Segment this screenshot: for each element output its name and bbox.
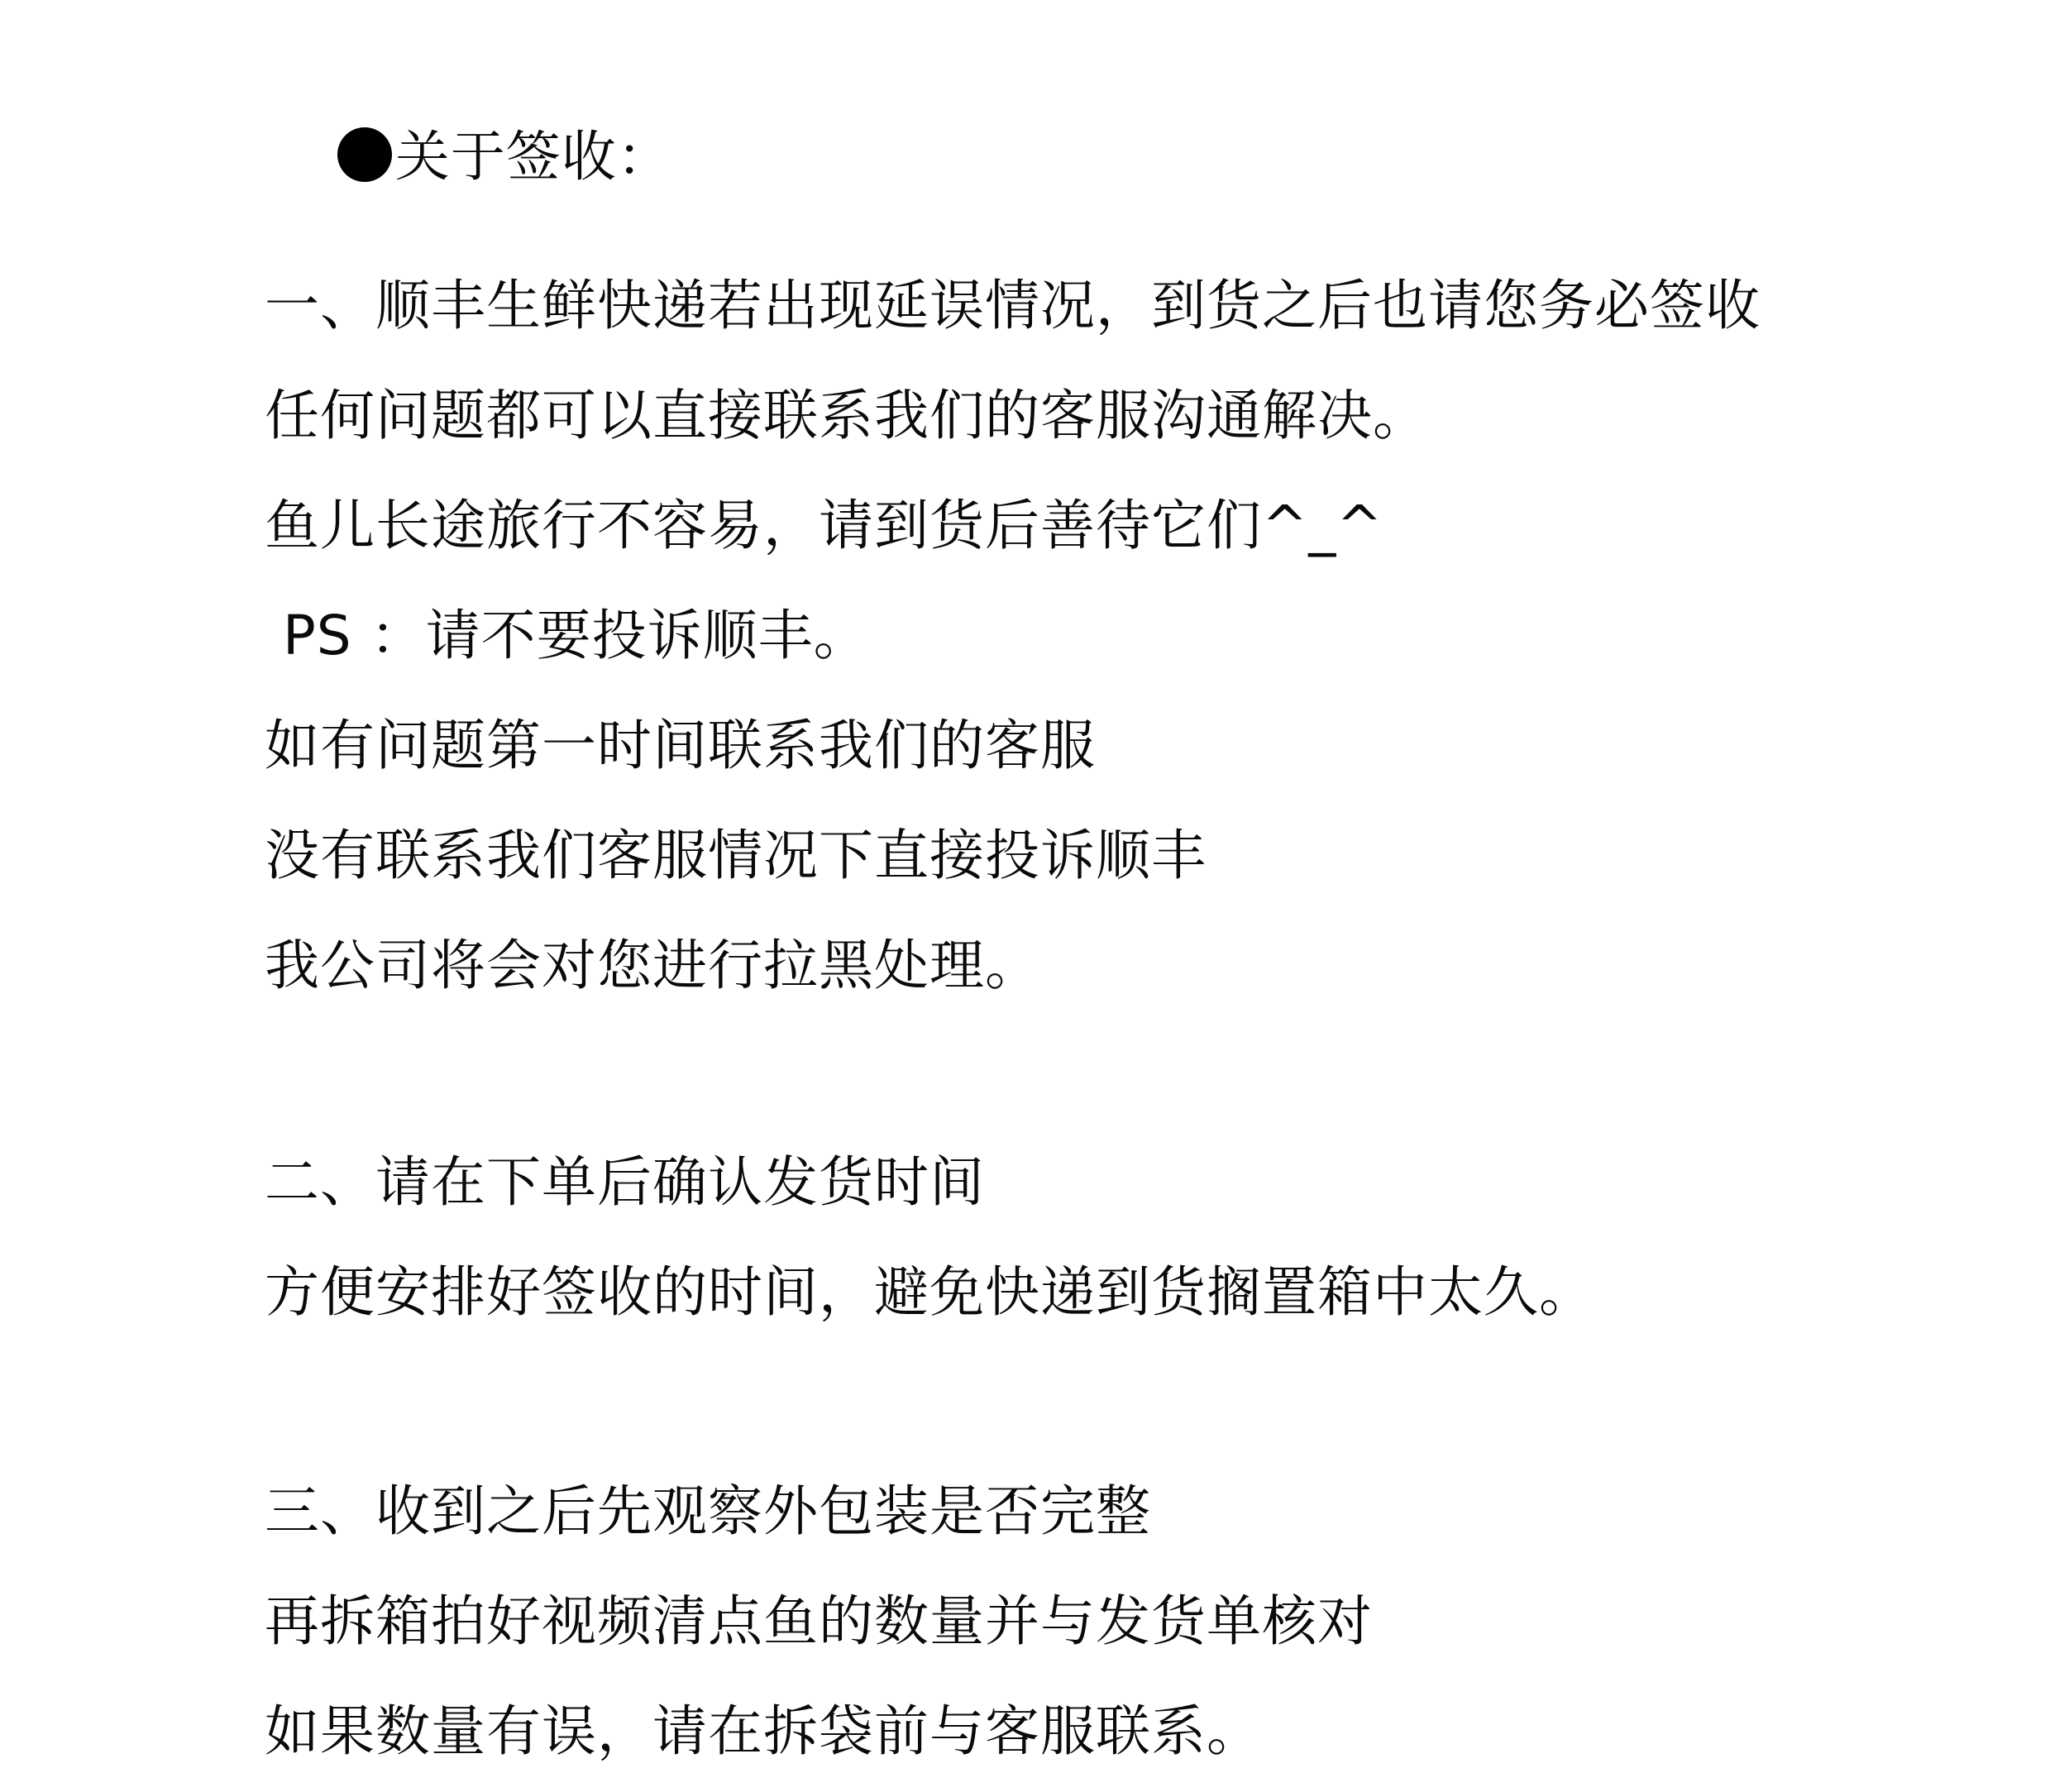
section-3-line-3: 如果数量有误，请在拆袋前与客服联系。 bbox=[265, 1699, 1262, 1763]
section-1-line-7: 我公司将会对您进行拉黑处理。 bbox=[265, 934, 1040, 997]
section-2-line-2: 方便安排好签收的时间，避免快递到货搁置箱中太久。 bbox=[265, 1260, 1594, 1324]
section-1-line-1: 一、顺丰生鲜快递若出现延误情况，到货之后也请您务必签收 bbox=[265, 274, 1761, 337]
section-1-line-5: 如有问题第一时间联系我们的客服 bbox=[265, 714, 1096, 777]
notice-document bbox=[265, 0, 2034, 1792]
heading-text: 关于签收： bbox=[394, 125, 672, 189]
notice-heading bbox=[265, 58, 672, 256]
section-3-line-1: 三、收到之后先观察外包装是否完整 bbox=[265, 1479, 1151, 1543]
section-1-line-2: 任何问题都可以直接联系我们的客服沟通解决。 bbox=[265, 384, 1428, 447]
section-3-line-2: 再拆箱拍好视频清点鱼的数量并与发货单核对 bbox=[265, 1589, 1373, 1653]
section-1-line-6: 没有联系我们客服情况下直接投诉顺丰 bbox=[265, 824, 1207, 887]
section-1-line-4: PS ：请不要投诉顺丰。 bbox=[265, 604, 869, 667]
black-circle-bullet-icon bbox=[337, 127, 392, 182]
section-2-line-1: 二、请在下单后确认发货时间 bbox=[265, 1150, 985, 1214]
section-1-line-3: 鱼儿长途旅行不容易，请到货后善待它们^_^ bbox=[265, 494, 1383, 557]
